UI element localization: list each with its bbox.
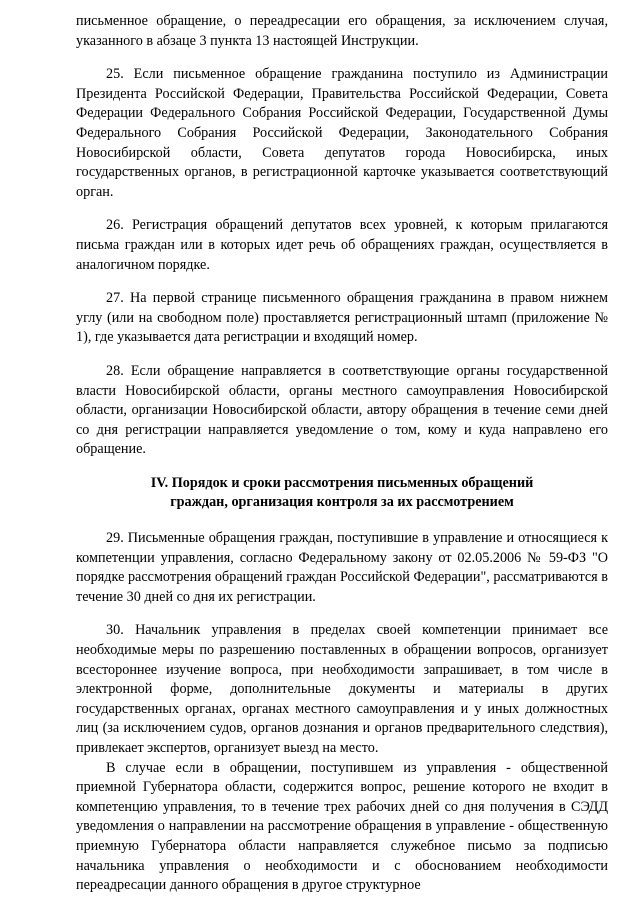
paragraph-30: 30. Начальник управления в пределах своей компетенции принимает все необходимые меры по разрешению поставленных в обращении вопросов, организует всестороннее изучение вопроса, при необходимости запрашивает, в том числе в электронной форме, дополнительные документы и материалы в других государственных органах, органах местного самоуправления и у иных должностных лиц (за исключением судов, органов дознания и органов предварительного следствия), привлекает экспертов, организует выезд на место. xyxy=(76,622,608,756)
paragraph-28: 28. Если обращение направляется в соответствующие органы государственной власти Новосибирской области, органы местного самоуправления Новосибирской области, организации Новосибирской области, автору обращения в течение семи дней со дня регистрации направляется уведомление о том, кому и куда направлено его обращение. xyxy=(76,362,608,458)
paragraph-29: 29. Письменные обращения граждан, поступившие в управление и относящиеся к компетенции управления, согласно Федеральному закону от 02.05.2006 № 59-ФЗ "О порядке рассмотрения обращений граждан Российской Федерации", рассматриваются в течение 30 дней со дня их регистрации. xyxy=(76,530,608,605)
paragraph-26: 26. Регистрация обращений депутатов всех уровней, к которым прилагаются письма граждан или в которых идет речь об обращениях граждан, осуществляется в аналогичном порядке. xyxy=(76,217,608,273)
section-heading-line-2: граждан, организация контроля за их рассмотрением xyxy=(170,494,514,511)
paragraph-continuation: письменное обращение, о переадресации его обращения, за исключением случая, указанного в абзаце 3 пункта 13 настоящей Инструкции. xyxy=(76,13,608,49)
paragraph-25: 25. Если письменное обращение гражданина поступило из Администрации Президента Российской Федерации, Правительства Российской Федерации, Совета Федерации Федерального Собрания Российской Федерации, Государственной Думы Федерального Собрания Российской Федерации, Законодательного Собрания Новосибирской области, Совета депутатов города Новосибирска, иных государственных органов, в регистрационной карточке указывается соответствующий орган. xyxy=(76,66,608,200)
paragraph-27: 27. На первой странице письменного обращения гражданина в правом нижнем углу (или на свободном поле) проставляется регистрационный штамп (приложение № 1), где указывается дата регистрации и входящий номер. xyxy=(76,290,608,346)
section-heading-line-1: IV. Порядок и сроки рассмотрения письменных обращений xyxy=(150,474,534,491)
section-heading xyxy=(76,474,608,513)
document-page xyxy=(76,12,608,910)
paragraph-30-continuation: В случае если в обращении, поступившем из управления - общественной приемной Губернатора области, содержится вопрос, решение которого не входит в компетенцию управления, то в течение трех рабочих дней со дня получения в СЭДД уведомления о направлении на рассмотрение обращения в управление - общественную приемную Губернатора области направляется служебное письмо за подписью начальника управления о необходимости и с обоснованием необходимости переадресации данного обращения в другое структурное xyxy=(76,759,608,894)
